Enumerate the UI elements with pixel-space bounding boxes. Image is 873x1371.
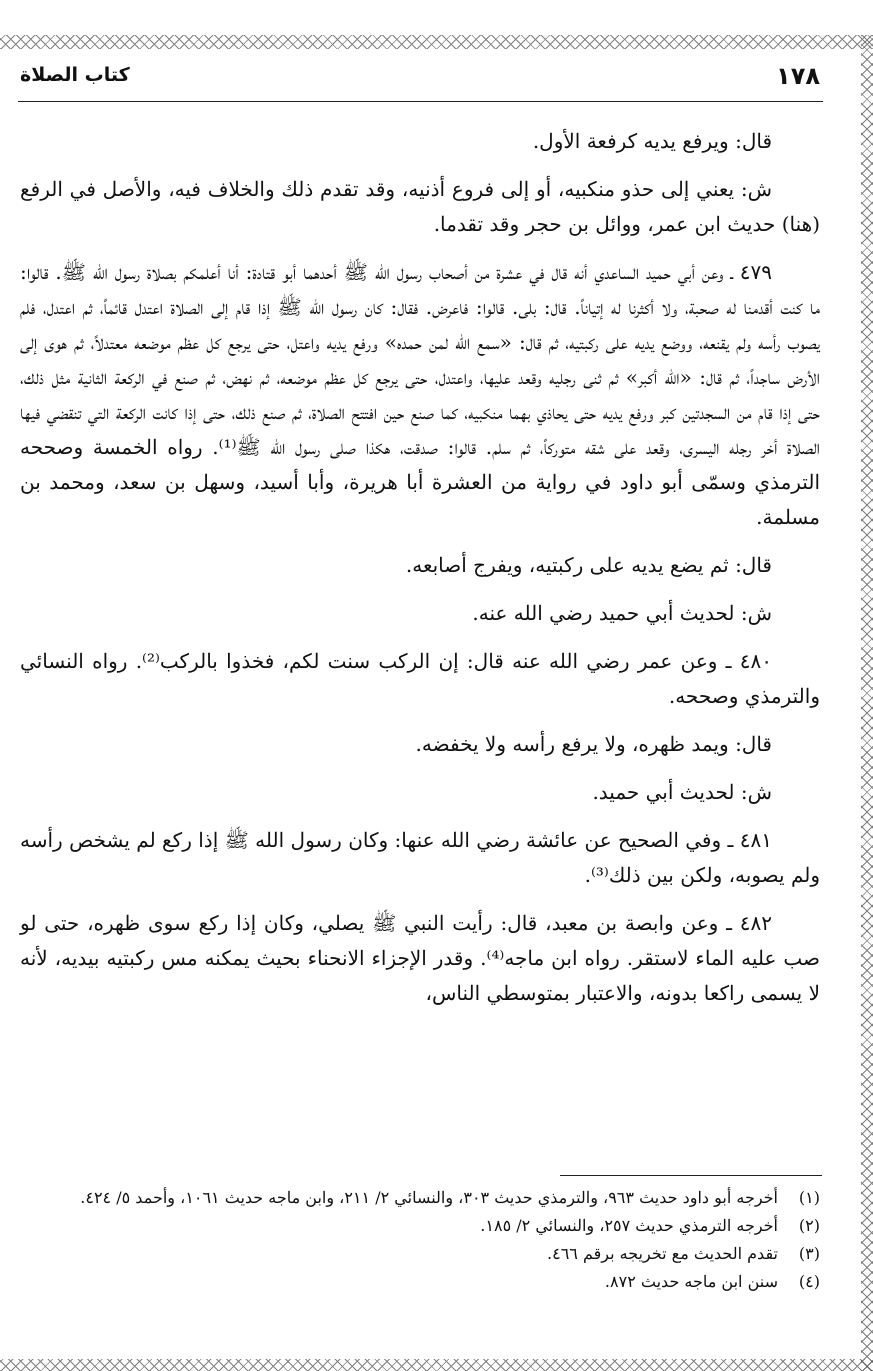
footnotes	[20, 1186, 820, 1298]
footnote-number: (٢)	[798, 1216, 820, 1235]
footnote-number: (٣)	[798, 1244, 820, 1263]
footnote-number: (١)	[798, 1188, 820, 1207]
footnote-text: سنن ابن ماجه حديث ٨٧٢.	[604, 1272, 778, 1291]
main-text	[20, 124, 820, 1024]
footnote-item	[20, 1242, 820, 1266]
header-divider	[18, 101, 823, 102]
paragraph: قال: ثم يضع يديه على ركبتيه، ويفرج أصابعه.	[405, 553, 772, 577]
footnote-item	[20, 1214, 820, 1238]
footnote-number: (٤)	[798, 1272, 820, 1291]
ornamental-border-bottom	[0, 1359, 873, 1371]
page-number: ١٧٨	[776, 62, 820, 90]
ornamental-border-top	[0, 35, 873, 49]
footnote-divider	[560, 1175, 822, 1176]
footnote-text: أخرجه أبو داود حديث ٩٦٣، والترمذي حديث ٣٠٣، والنسائي ٢/ ٢١١، وابن ماجه حديث ١٠٦١، وأحمد ٥/ ٤٢٤.	[80, 1188, 778, 1207]
paragraph: قال: ويرفع يديه كرفعة الأول.	[532, 129, 772, 153]
footnote-text: أخرجه الترمذي حديث ٢٥٧، والنسائي ٢/ ١٨٥.	[480, 1216, 778, 1235]
ornamental-border-right	[861, 35, 873, 1371]
paragraph: ش: لحديث أبي حميد رضي الله عنه.	[472, 601, 772, 625]
paragraph: ش: يعني إلى حذو منكبيه، أو إلى فروع أذنيه، وقد تقدم ذلك والخلاف فيه، والأصل في الرفع (هنا) حديث ابن عمر، ووائل بن حجر وقد تقدما.	[20, 177, 820, 236]
hadith-paragraph: ٤٨١ ـ وفي الصحيح عن عائشة رضي الله عنها: وكان رسول الله ﷺ إذا ركع لم يشخص رأسه ولم يصوبه، ولكن بين ذلك⁽³⁾.	[20, 828, 820, 887]
footnote-item	[20, 1270, 820, 1294]
page-header	[20, 62, 820, 98]
hadith-paragraph: ٤٧٩ ـ وعن أبي حميد الساعدي أنه قال في عشرة من أصحاب رسول الله ﷺ أحدهما أبو قتادة: أنا أعلمكم بصلاة رسول الله ﷺ. قالوا: ما كنت أقدمنا له صحبة، ولا أكثرنا له إتياناً. قال: بلى. قالوا: فاعرض. فقال: كان رسول الله ﷺ إذا قام إلى الصلاة اعتدل قائماً، ثم اعتدل، فلم يصوب رأسه ولم يقنعه، ووضع يديه على ركبتيه، ثم قال: «سمع الله لمن حمده» ورفع يديه واعتل، حتى يرجع كل عظم موضعه معتدلاً، ثم هوى إلى الأرض ساجداً، ثم قال: «الله أكبر» ثم ثنى رجليه وقعد عليها، واعتدل، حتى يرجع كل عظم موضعه، ثم نهض، ثم صنع في الركعة الثانية مثل ذلك، حتى إذا قام من السجدتين كبر ورفع يديه حتى يحاذي بهما منكبيه، كما صنع حين افتتح الصلاة، ثم صنع ذلك، حتى إذا كانت الركعة التي تنقضي فيها الصلاة أخر رجله اليسرى، وقعد على شقه متوركاً، ثم سلم. قالوا: صدقت، هكذا صلى رسول الله ﷺ⁽¹⁾. رواه الخمسة وصححه الترمذي وسمّى أبو داود في رواية من العشرة أبا هريرة، وأبا أسيد، وسهل بن سعد، ومحمد بن مسلمة.	[20, 260, 820, 529]
paragraph: قال: ويمد ظهره، ولا يرفع رأسه ولا يخفضه.	[415, 732, 772, 756]
running-title: كتاب الصلاة	[20, 64, 130, 86]
paragraph: ش: لحديث أبي حميد.	[592, 780, 772, 804]
hadith-paragraph: ٤٨٢ ـ وعن وابصة بن معبد، قال: رأيت النبي ﷺ يصلي، وكان إذا ركع سوى ظهره، حتى لو صب عليه الماء لاستقر. رواه ابن ماجه⁽⁴⁾. وقدر الإجزاء الانحناء بحيث يمكنه مس ركبتيه بيديه، لأنه لا يسمى راكعا بدونه، والاعتبار بمتوسطي الناس،	[20, 911, 820, 1005]
hadith-paragraph: ٤٨٠ ـ وعن عمر رضي الله عنه قال: إن الركب سنت لكم، فخذوا بالركب⁽²⁾. رواه النسائي والترمذي وصححه.	[20, 649, 820, 708]
footnote-text: تقدم الحديث مع تخريجه برقم ٤٦٦.	[547, 1244, 778, 1263]
footnote-item	[20, 1186, 820, 1210]
